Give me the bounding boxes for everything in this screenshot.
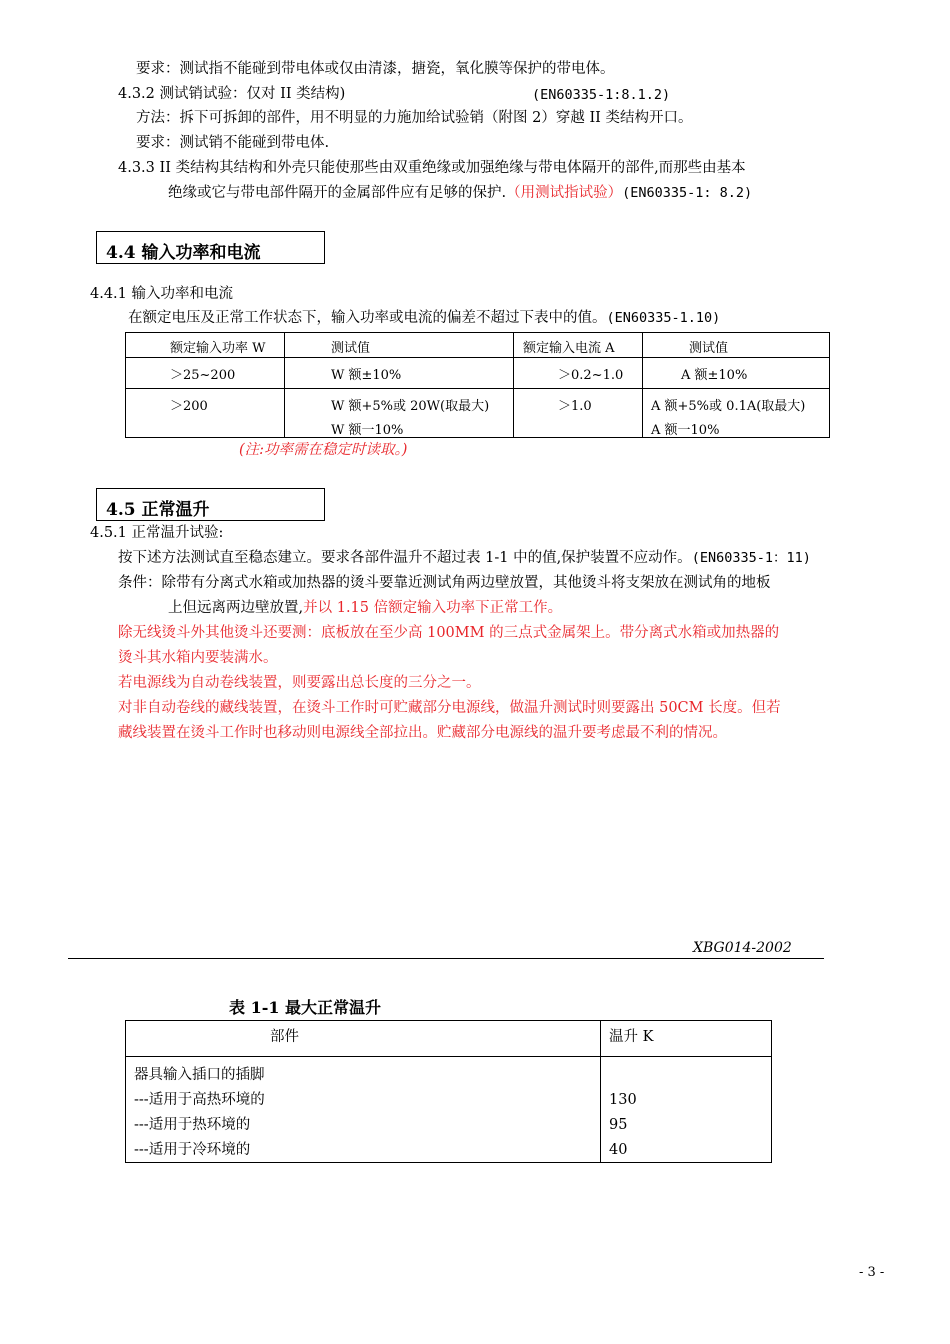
row1-power-tolerance: W 额±10% (331, 368, 402, 383)
clause-4-3-2-heading: 4.3.2 测试销试验：仅对 II 类结构) (118, 86, 346, 102)
part-hot-conditions: ---适用于高热环境的 (134, 1092, 265, 1108)
row2-current-range: ＞1.0 (558, 399, 592, 414)
header-test-value-current: 测试值 (689, 341, 729, 356)
table-row (126, 1057, 772, 1163)
condition-text: 上但远离两边壁放置, (168, 600, 304, 616)
power-intro-reference: (EN60335-1.10) (606, 310, 721, 326)
row2-power-upper-tolerance: W 额+5%或 20W(取最大) (331, 399, 490, 414)
header-temp-rise: 温升 K (609, 1029, 654, 1045)
cordless-iron-note-line2: 烫斗其水箱内要装满水。 (118, 650, 278, 666)
power-tolerance-intro (128, 310, 720, 327)
clause-4-3-3-red-note: （用测试指试验） (506, 185, 623, 201)
clause-4-3-3-reference: (EN60335-1: 8.2) (622, 185, 753, 201)
table-header-row (126, 1021, 772, 1057)
temperature-rise-method (118, 550, 811, 567)
header-rated-current: 额定输入电流 A (523, 341, 615, 356)
table-1-1-caption: 表 1-1 最大正常温升 (229, 998, 382, 1017)
section-4-5-title: 4.5 正常温升 (106, 500, 210, 520)
row1-current-tolerance: A 额±10% (681, 368, 748, 383)
part-cold-conditions: ---适用于冷环境的 (134, 1142, 251, 1158)
row1-current-range: ＞0.2~1.0 (558, 368, 624, 383)
condition-red-text: 并以 1.15 倍额定输入功率下正常工作。 (303, 600, 563, 616)
temp-rise-warm: 95 (609, 1117, 628, 1133)
temp-rise-hot: 130 (609, 1092, 637, 1108)
temp-method-text: 按下述方法测试直至稳态建立。要求各部件温升不超过表 1-1 中的值,保护装置不应动作。 (118, 550, 692, 566)
power-current-tolerance-table (125, 332, 830, 438)
power-intro-text: 在额定电压及正常工作状态下，输入功率或电流的偏差不超过下表中的值。 (128, 310, 607, 326)
test-pin-requirement: 要求：测试销不能碰到带电体. (136, 135, 330, 151)
cordless-iron-note-line1: 除无线烫斗外其他烫斗还要测：底板放在至少高 100MM 的三点式金属架上。带分离式水箱或加热器的 (118, 625, 780, 641)
cord-storage-note-line1: 对非自动卷线的藏线装置，在烫斗工作时可贮藏部分电源线，做温升测试时则要露出 50CM 长度。但若 (118, 700, 781, 716)
page-number: - 3 - (859, 1265, 885, 1280)
table-row (126, 389, 830, 438)
test-condition-line2 (168, 600, 562, 617)
table-row (126, 358, 830, 389)
max-temperature-rise-table (125, 1020, 772, 1163)
cord-storage-note-line2: 藏线装置在烫斗工作时也移动则电源线全部拉出。贮藏部分电源线的温升要考虑最不利的情况。 (118, 725, 727, 741)
part-appliance-inlet-pins: 器具输入插口的插脚 (134, 1067, 265, 1083)
table-header-row (126, 333, 830, 358)
page-divider-line (68, 958, 824, 959)
header-test-value-power: 测试值 (331, 341, 371, 356)
section-4-4-title: 4.4 输入功率和电流 (106, 243, 261, 263)
temp-method-reference: (EN60335-1：11) (691, 550, 811, 566)
row2-current-upper-tolerance: A 额+5%或 0.1A(取最大) (651, 399, 806, 414)
section-4-4-heading-box (96, 231, 325, 264)
row1-power-range: ＞25~200 (170, 368, 236, 383)
clause-4-3-3-line1: 4.3.3 II 类结构其结构和外壳只能使那些由双重绝缘或加强绝缘与带电体隔开的部件,而那些由基本 (118, 160, 746, 176)
temp-rise-cold: 40 (609, 1142, 628, 1158)
clause-4-3-2-reference: (EN60335-1:8.1.2) (532, 87, 671, 103)
clause-4-3-3-text: 绝缘或它与带电部件隔开的金属部件应有足够的保护. (168, 185, 507, 201)
test-pin-method: 方法：拆下可拆卸的部件，用不明显的力施加给试验销（附图 2）穿越 II 类结构开口。 (136, 110, 693, 126)
row2-power-lower-tolerance: W 额一10% (331, 423, 404, 438)
clause-4-4-1-heading: 4.4.1 输入功率和电流 (90, 286, 234, 302)
part-warm-conditions: ---适用于热环境的 (134, 1117, 251, 1133)
header-rated-power: 额定输入功率 W (170, 341, 266, 356)
header-part: 部件 (270, 1029, 299, 1045)
clause-4-3-3-line2 (168, 185, 752, 202)
section-4-5-heading-box (96, 488, 325, 521)
document-code: XBG014-2002 (693, 940, 792, 956)
auto-reel-cord-note: 若电源线为自动卷线装置，则要露出总长度的三分之一。 (118, 675, 481, 691)
test-condition-line1: 条件：除带有分离式水箱或加热器的烫斗要靠近测试角两边壁放置，其他烫斗将支架放在测试角的地板 (118, 575, 771, 591)
row2-power-range: ＞200 (170, 399, 208, 414)
row2-current-lower-tolerance: A 额一10% (651, 423, 720, 438)
touch-probe-requirement: 要求：测试指不能碰到带电体或仅由清漆，搪瓷，氧化膜等保护的带电体。 (136, 61, 615, 77)
power-reading-note: (注:功率需在稳定时读取。) (239, 442, 408, 458)
clause-4-5-1-heading: 4.5.1 正常温升试验: (90, 525, 224, 541)
